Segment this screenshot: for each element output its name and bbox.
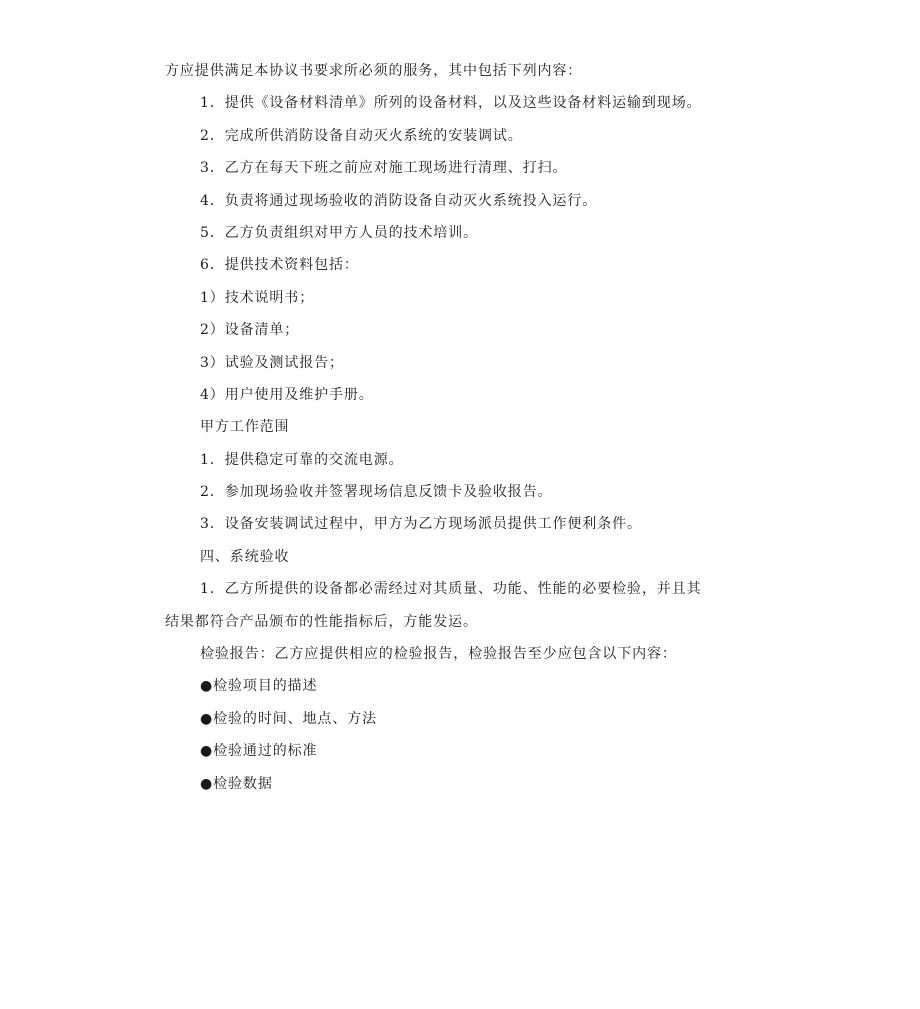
service-item-3: 3．乙方在每天下班之前应对施工现场进行清理、打扫。 [200,160,568,177]
paragraph-intro: 方应提供满足本协议书要求所必须的服务，其中包括下列内容： [165,63,583,79]
service-item-6: 6．提供技术资料包括： [200,257,359,274]
service-item-1: 1．提供《设备材料清单》所列的设备材料，以及这些设备材料运输到现场。 [200,95,702,112]
tech-doc-item-3: 3）试验及测试报告； [200,354,344,371]
service-item-4: 4．负责将通过现场验收的消防设备自动灭火系统投入运行。 [200,192,598,209]
service-item-5: 5．乙方负责组织对甲方人员的技术培训。 [200,224,479,241]
bullet-item-2: ●检验的时间、地点、方法 [200,710,378,727]
tech-doc-item-1: 1）技术说明书； [200,289,315,306]
section-heading-system-acceptance: 四、系统验收 [200,548,290,565]
tech-doc-item-2: 2）设备清单； [200,322,300,339]
party-a-item-1: 1．提供稳定可靠的交流电源。 [200,451,404,468]
section-heading-party-a-scope: 甲方工作范围 [200,419,290,436]
bullet-item-3: ●检验通过的标准 [200,743,318,760]
tech-doc-item-4: 4）用户使用及维护手册。 [200,386,374,403]
acceptance-item-1-line-2: 结果都符合产品颁布的性能指标后，方能发运。 [165,613,478,630]
bullet-item-1: ●检验项目的描述 [200,678,318,695]
party-a-item-3: 3．设备安装调试过程中，甲方为乙方现场派员提供工作便利条件。 [200,516,642,533]
service-item-2: 2．完成所供消防设备自动灭火系统的安装调试。 [200,127,523,144]
bullet-item-4: ●检验数据 [200,775,273,792]
acceptance-item-1-line-1: 1．乙方所提供的设备都必需经过对其质量、功能、性能的必要检验，并且其 [200,581,702,598]
party-a-item-2: 2．参加现场验收并签署现场信息反馈卡及验收报告。 [200,484,553,501]
document-body [165,55,765,800]
inspection-report-paragraph: 检验报告：乙方应提供相应的检验报告，检验报告至少应包含以下内容： [200,646,677,663]
